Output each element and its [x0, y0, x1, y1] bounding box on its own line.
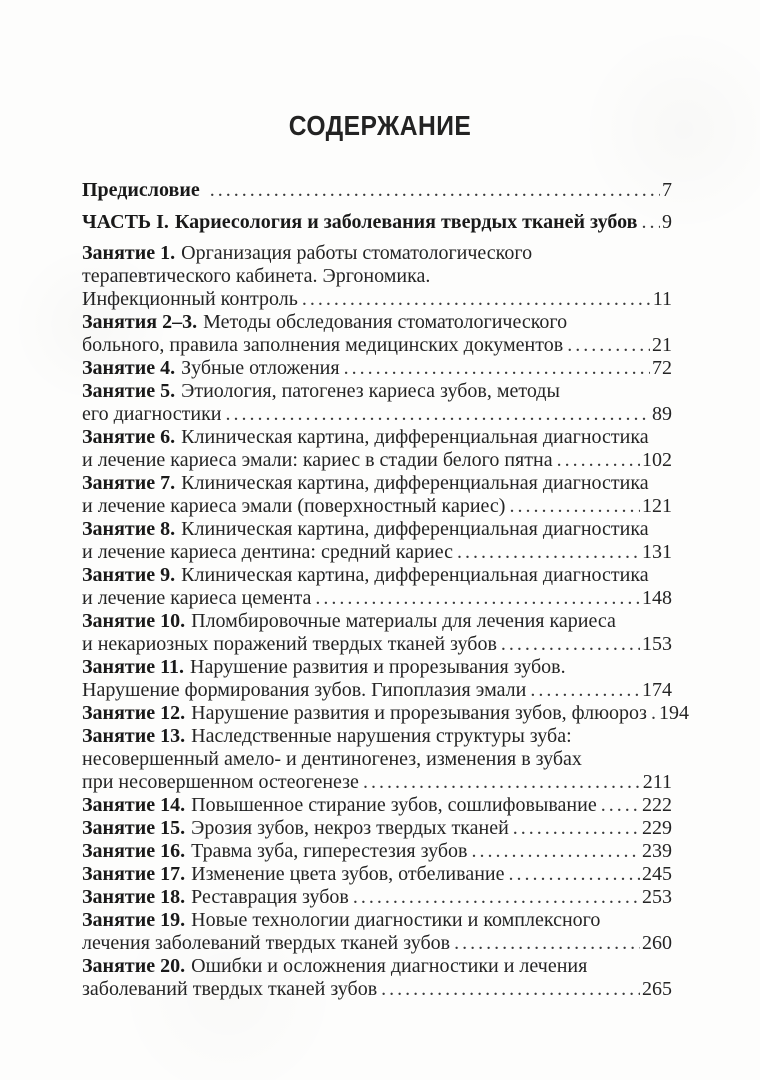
dot-leader	[513, 817, 640, 840]
toc-entry-line	[82, 955, 672, 978]
toc-entry-line	[82, 932, 672, 955]
toc-entry-page: 229	[642, 817, 672, 839]
toc-entry-page: 131	[642, 541, 672, 563]
toc-entry-text: несовершенный амело- и дентиногенез, изменения в зубах	[82, 748, 582, 770]
toc-entry-line	[82, 656, 672, 679]
toc-entry-line	[82, 702, 689, 725]
toc-entry-line	[82, 978, 672, 1001]
toc-entry-line	[82, 311, 672, 334]
toc-entry-line	[82, 679, 672, 702]
toc-entry-label: Занятие 12.	[82, 702, 186, 724]
page-title: СОДЕРЖАНИЕ	[288, 110, 472, 141]
toc-entry-page: 121	[642, 495, 672, 517]
dot-leader	[567, 334, 650, 357]
toc-entry-label: Занятие 18.	[82, 886, 186, 908]
toc-entry-line	[82, 863, 672, 886]
toc-list	[82, 179, 689, 1001]
toc-entry	[82, 472, 672, 518]
toc-entry-label: Занятие 1.	[82, 242, 176, 264]
toc-entry-text: Наследственные нарушения структуры зуба:	[191, 725, 572, 747]
dot-leader	[344, 357, 650, 380]
toc-entry-text: при несовершенном остеогенезе	[82, 771, 359, 793]
toc-entry	[82, 840, 672, 863]
toc-entry-line	[82, 748, 672, 771]
toc-entry-text: его диагностики	[82, 403, 222, 425]
toc-entry-label: Занятие 6.	[82, 426, 176, 448]
toc-entry-label: Занятие 11.	[82, 656, 185, 678]
toc-entry-line	[82, 541, 672, 564]
toc-entry-label: Занятие 4.	[82, 357, 176, 379]
toc-entry-page: 102	[642, 449, 672, 471]
dot-leader	[225, 403, 650, 426]
toc-entry	[82, 863, 672, 886]
toc-entry-page: 7	[662, 179, 672, 201]
toc-entry-text: и лечение кариеса эмали: кариес в стадии белого пятна	[82, 449, 553, 471]
toc-entry-text: и лечение кариеса дентина: средний кариес	[82, 541, 454, 563]
toc-entry-text: Методы обследования стоматологического	[203, 311, 568, 333]
toc-entry-line	[82, 909, 672, 932]
toc-entry-label: Занятие 5.	[82, 380, 176, 402]
toc-entry-label: Занятие 14.	[82, 794, 186, 816]
toc-entry-label: Занятие 10.	[82, 610, 186, 632]
dot-leader	[501, 633, 640, 656]
toc-entry-line	[82, 886, 672, 909]
toc-entry	[82, 179, 672, 202]
toc-entry-text: и некариозных поражений твердых тканей зубов	[82, 633, 497, 655]
toc-entry-label: Предисловие	[82, 179, 200, 201]
toc-entry	[82, 211, 672, 234]
dot-leader	[530, 679, 640, 702]
toc-entry-label: ЧАСТЬ I.	[82, 211, 169, 233]
toc-entry-line	[82, 179, 672, 202]
toc-entry-label: Занятие 17.	[82, 863, 186, 885]
toc-entry-text: Травма зуба, гиперестезия зубов	[191, 840, 468, 862]
toc-entry-line	[82, 211, 672, 234]
toc-entry-text: Этиология, патогенез кариеса зубов, методы	[181, 380, 560, 402]
dot-leader	[353, 886, 640, 909]
toc-entry-text: Клиническая картина, дифференциальная диагностика	[181, 426, 649, 448]
toc-entry-page: 11	[652, 288, 672, 310]
toc-entry-line	[82, 334, 672, 357]
dot-leader	[508, 863, 640, 886]
toc-entry-text: лечения заболеваний твердых тканей зубов	[82, 932, 451, 954]
toc-entry-line	[82, 426, 672, 449]
toc-entry-line	[82, 633, 672, 656]
toc-entry-line	[82, 840, 672, 863]
toc-entry-text: Эрозия зубов, некроз твердых тканей	[191, 817, 509, 839]
toc-entry	[82, 817, 672, 840]
toc-entry-line	[82, 817, 672, 840]
toc-entry-text: Инфекционный контроль	[82, 288, 298, 310]
dot-leader	[601, 794, 640, 817]
toc-entry-page: 153	[642, 633, 672, 655]
toc-entry-text: терапевтического кабинета. Эргономика.	[82, 265, 431, 287]
dot-leader	[651, 702, 657, 725]
toc-entry-text: Кариесология и заболевания твердых тканей зубов	[174, 211, 638, 233]
toc-entry-label: Занятие 7.	[82, 472, 176, 494]
toc-entry-line	[82, 242, 672, 265]
toc-entry-line	[82, 725, 672, 748]
toc-entry	[82, 380, 672, 426]
toc-entry-page: 245	[642, 863, 672, 885]
toc-entry-text: заболеваний твердых тканей зубов	[82, 978, 378, 1000]
toc-entry-page: 194	[658, 702, 689, 724]
toc-entry-page: 265	[642, 978, 672, 1000]
toc-entry	[82, 518, 672, 564]
toc-entry	[82, 794, 672, 817]
toc-entry	[82, 725, 672, 794]
toc-entry-label: Занятие 19.	[82, 909, 186, 931]
toc-entry-line	[82, 265, 672, 288]
toc-entry-text: Реставрация зубов	[191, 886, 349, 908]
toc-entry-line	[82, 472, 672, 495]
toc-entry-label: Занятие 15.	[82, 817, 186, 839]
toc-entry-page: 174	[642, 679, 672, 701]
dot-leader	[315, 587, 640, 610]
toc-entry-text: Ошибки и осложнения диагностики и лечения	[191, 955, 588, 977]
toc-entry-page: 253	[642, 886, 672, 908]
toc-entry-page: 222	[642, 794, 672, 816]
toc-entry-page: 9	[662, 211, 672, 233]
toc-entry-text: и лечение кариеса цемента	[82, 587, 312, 609]
toc-entry-text: Клиническая картина, дифференциальная диагностика	[181, 472, 649, 494]
toc-entry-page: 260	[642, 932, 672, 954]
toc-entry-text: Изменение цвета зубов, отбеливание	[191, 863, 505, 885]
toc-entry-line	[82, 380, 672, 403]
toc-entry-page: 148	[642, 587, 672, 609]
toc-entry	[82, 564, 672, 610]
toc-entry-text: Повышенное стирание зубов, сошлифовывание	[191, 794, 597, 816]
dot-leader	[509, 495, 640, 518]
toc-entry-text: Новые технологии диагностики и комплексного	[191, 909, 601, 931]
toc-entry-line	[82, 518, 672, 541]
toc-entry-line	[82, 794, 672, 817]
toc-entry	[82, 656, 672, 702]
toc-entry-text: Организация работы стоматологического	[181, 242, 533, 264]
toc-entry	[82, 909, 672, 955]
toc-entry	[82, 610, 672, 656]
toc-entry-text: Нарушение развития и прорезывания зубов, флюороз	[191, 702, 647, 724]
toc-entry-label: Занятие 9.	[82, 564, 176, 586]
dot-leader	[363, 771, 641, 794]
toc-entry-text: Клиническая картина, дифференциальная диагностика	[181, 564, 649, 586]
toc-entry-page: 239	[642, 840, 672, 862]
toc-entry-line	[82, 564, 672, 587]
toc-entry-text: больного, правила заполнения медицинских документов	[82, 334, 564, 356]
toc-entry-line	[82, 495, 672, 518]
toc-entry-label: Занятие 16.	[82, 840, 186, 862]
dot-leader	[471, 840, 640, 863]
toc-entry-page: 21	[652, 334, 672, 356]
toc-entry-label: Занятие 20.	[82, 955, 186, 977]
toc-entry-text: Клиническая картина, дифференциальная диагностика	[181, 518, 649, 540]
toc-entry	[82, 426, 672, 472]
toc-entry-page: 211	[642, 771, 672, 793]
toc-entry-line	[82, 587, 672, 610]
dot-leader	[641, 211, 660, 234]
toc-entry-line	[82, 357, 672, 380]
toc-entry-text: Зубные отложения	[181, 357, 340, 379]
dot-leader	[557, 449, 640, 472]
dot-leader	[454, 932, 640, 955]
toc-entry	[82, 886, 672, 909]
toc-entry-label: Занятия 2–3.	[82, 311, 198, 333]
toc-entry-line	[82, 771, 672, 794]
toc-entry-line	[82, 288, 672, 311]
toc-entry-text: и лечение кариеса эмали (поверхностный кариес)	[82, 495, 506, 517]
toc-entry-line	[82, 449, 672, 472]
toc-entry-text: Нарушение формирования зубов. Гипоплазия эмали	[82, 679, 527, 701]
toc-entry	[82, 955, 672, 1001]
toc-entry-text: Пломбировочные материалы для лечения кариеса	[191, 610, 616, 632]
toc-entry-line	[82, 610, 672, 633]
toc-entry-page: 89	[652, 403, 672, 425]
dot-leader	[210, 179, 660, 202]
toc-entry	[82, 702, 689, 725]
toc-entry	[82, 242, 672, 311]
dot-leader	[457, 541, 640, 564]
toc-entry-page: 72	[652, 357, 672, 379]
toc-entry-label: Занятие 13.	[82, 725, 186, 747]
toc-entry	[82, 311, 672, 357]
dot-leader	[381, 978, 640, 1001]
toc-entry	[82, 357, 672, 380]
toc-entry-label: Занятие 8.	[82, 518, 176, 540]
dot-leader	[302, 288, 651, 311]
toc-entry-line	[82, 403, 672, 426]
toc-entry-text: Нарушение развития и прорезывания зубов.	[190, 656, 566, 678]
